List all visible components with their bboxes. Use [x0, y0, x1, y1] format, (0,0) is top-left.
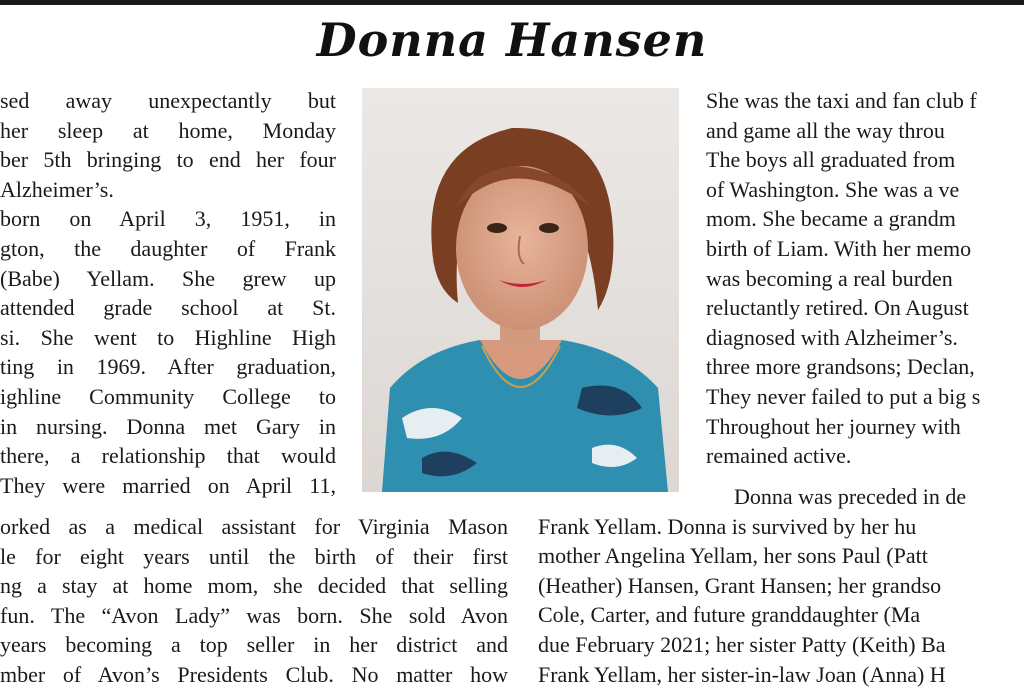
text-line: mber of Avon’s Presidents Club. No matter how [0, 661, 508, 687]
bottom-right-text [538, 482, 1024, 689]
text-line: her sleep at home, Monday [0, 117, 336, 143]
bottom-left-text [0, 512, 508, 690]
text-line: attended grade school at St. [0, 295, 336, 321]
text-line: Donna was preceded in de [734, 484, 967, 509]
top-rule [0, 0, 1024, 5]
text-line: of Washington. She was a ve [706, 176, 960, 202]
text-line: ighline Community College to [0, 383, 336, 409]
text-line: Cole, Carter, and future granddaughter (Ma [538, 602, 921, 628]
right-column-text [706, 86, 1024, 471]
text-line: fun. The “Avon Lady” was born. She sold Avon [0, 602, 508, 628]
text-line: and game all the way throu [706, 117, 945, 143]
obituary-title: Donna Hansen [316, 13, 708, 67]
text-line: ng a stay at home mom, she decided that selling [0, 573, 508, 599]
text-line: (Babe) Yellam. She grew up [0, 265, 336, 291]
text-line: le for eight years until the birth of their first [0, 543, 508, 569]
text-line: there, a relationship that would [0, 443, 336, 469]
text-line: remained active. [706, 443, 852, 469]
text-line: was becoming a real burden [706, 265, 953, 291]
text-line: She was the taxi and fan club f [706, 88, 977, 113]
text-line: mother Angelina Yellam, her sons Paul (Patt [538, 543, 928, 569]
text-line: diagnosed with Alzheimer’s. [706, 324, 958, 350]
text-line: (Heather) Hansen, Grant Hansen; her grandso [538, 572, 942, 598]
text-line: Alzheimer’s. [0, 176, 114, 202]
left-column-text [0, 86, 336, 500]
text-line: ber 5th bringing to end her four [0, 147, 336, 173]
portrait-photo [362, 88, 679, 492]
text-line: mom. She became a grandm [706, 206, 956, 232]
text-line: sed away unexpectantly but [0, 88, 336, 113]
text-line: reluctantly retired. On August [706, 295, 969, 321]
text-line: orked as a medical assistant for Virginia Mason [0, 514, 508, 539]
text-line: due February 2021; her sister Patty (Keith) Ba [538, 631, 946, 657]
text-line: They never failed to put a big s [706, 383, 981, 409]
text-line: Throughout her journey with [706, 413, 961, 439]
text-line: The boys all graduated from [706, 147, 956, 173]
text-line: born on April 3, 1951, in [0, 206, 336, 232]
text-line: They were married on April 11, [0, 472, 336, 498]
text-line: three more grandsons; Declan, [706, 354, 975, 380]
text-line: years becoming a top seller in her district and [0, 632, 508, 658]
text-line: gton, the daughter of Frank [0, 235, 336, 261]
text-line: birth of Liam. With her memo [706, 235, 972, 261]
text-line: si. She went to Highline High [0, 324, 336, 350]
text-line: in nursing. Donna met Gary in [0, 413, 336, 439]
text-line: ting in 1969. After graduation, [0, 354, 336, 380]
text-line: Frank Yellam, her sister-in-law Joan (Anna) H [538, 661, 946, 687]
text-line: Frank Yellam. Donna is survived by her hu [538, 513, 917, 539]
